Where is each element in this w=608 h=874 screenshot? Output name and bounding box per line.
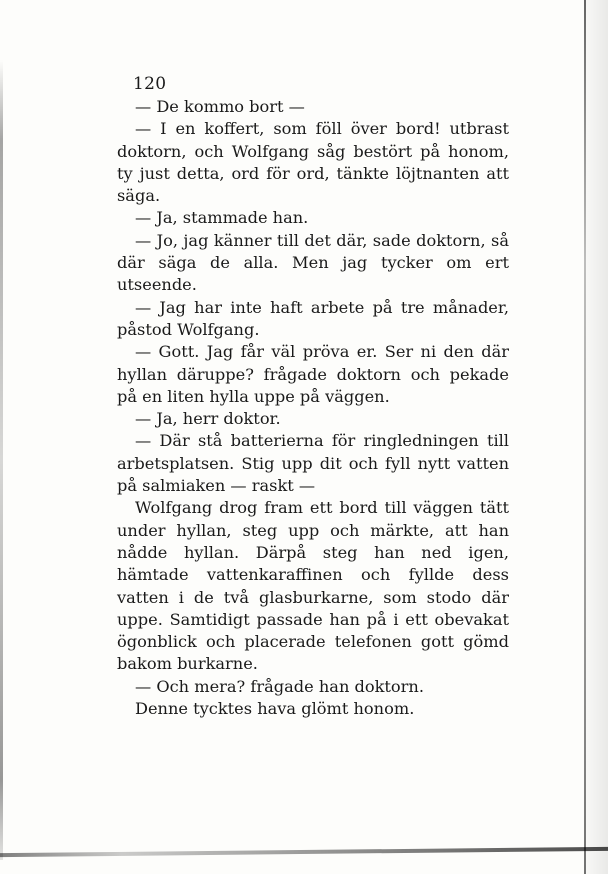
paragraph: — Jo, jag känner till det där, sade doktorn, så där säga de alla. Men jag tycker om ert utseende. <box>117 230 509 295</box>
page-number: 120 <box>133 74 167 94</box>
paragraph: — Och mera? frågade han doktorn. <box>135 676 424 696</box>
paragraph: — Där stå batterierna för ringledningen till arbetsplatsen. Stig upp dit och fyll nytt vatten på salmiaken — raskt — <box>117 431 509 496</box>
paragraph: — Jag har inte haft arbete på tre månader, påstod Wolfgang. <box>117 297 509 339</box>
scan-edge-right <box>584 0 586 874</box>
paragraph: — De kommo bort — <box>135 97 305 116</box>
paragraph: — Ja, stammade han. <box>135 208 309 228</box>
paragraph: — Ja, herr doktor. <box>135 409 281 429</box>
paragraph: Denne tycktes hava glömt honom. <box>135 699 415 719</box>
paragraph: — Gott. Jag får väl pröva er. Ser ni den där hyllan däruppe? frågade doktorn och pekade på en liten hylla uppe på väggen. <box>117 342 509 406</box>
scan-edge-left <box>0 60 3 860</box>
paragraph: — I en koffert, som föll över bord! utbrast doktorn, och Wolfgang såg bestört på honom, ty just detta, ord för ord, tänkte löjtnanten att säga. <box>117 119 509 206</box>
scan-edge-bottom <box>0 847 608 857</box>
paragraph: Wolfgang drog fram ett bord till väggen tätt under hyllan, steg upp och märkte, att han nådde hyllan. Därpå steg han ned igen, hämtade vattenkaraffinen och fyllde dess vatten i de två glasburkarne, som stodo där uppe. Samtidigt passade han på i ett obevakat ögonblick och placerade telefonen gott gömd bakom burkarne. <box>117 498 509 674</box>
body-text <box>117 96 509 720</box>
scan-edge-right-shadow <box>586 0 608 874</box>
